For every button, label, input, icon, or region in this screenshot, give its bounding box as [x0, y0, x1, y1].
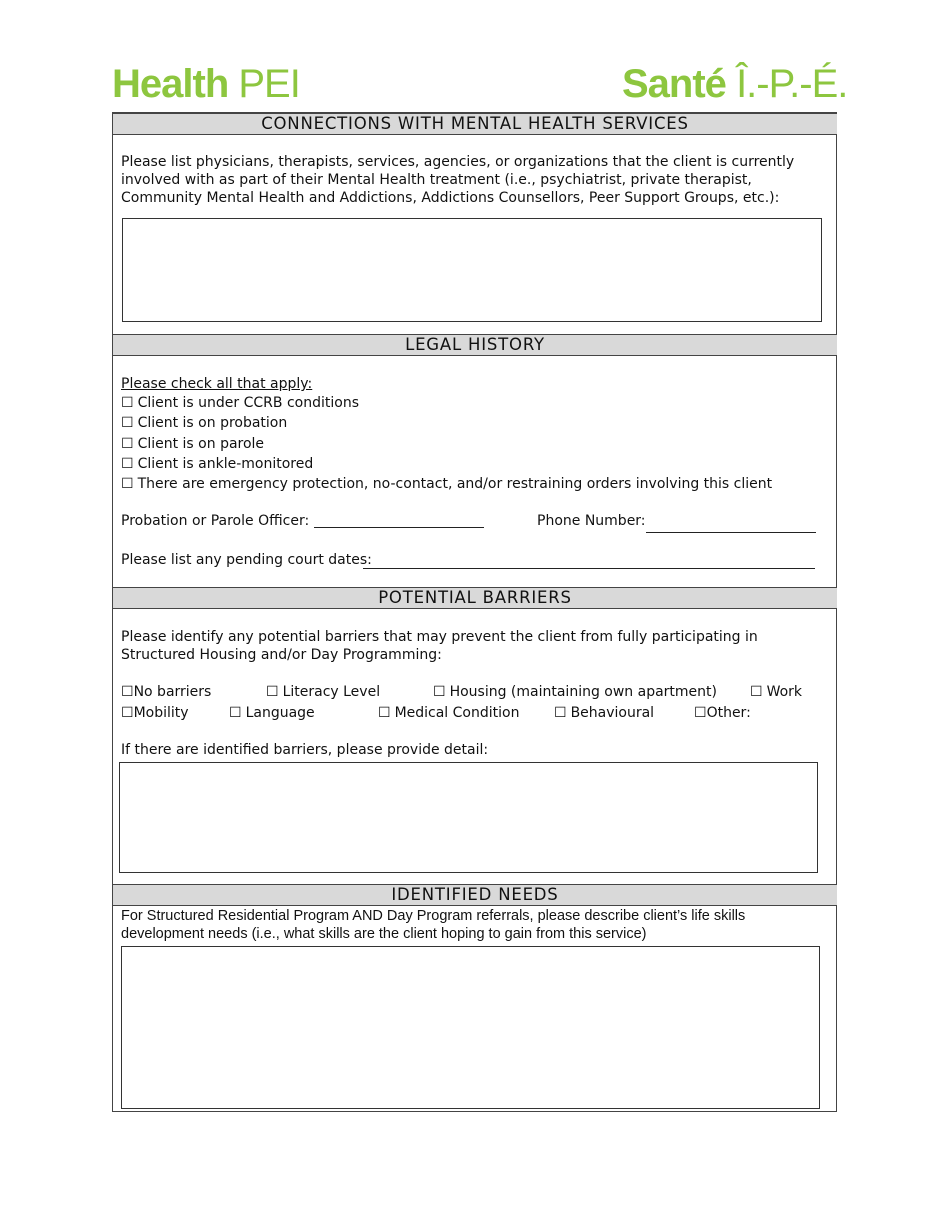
legal-option-protection-orders[interactable] — [121, 475, 772, 493]
court-dates-field[interactable] — [363, 568, 815, 569]
phone-field[interactable] — [646, 532, 816, 533]
barrier-label: Housing (maintaining own apartment) — [449, 684, 717, 700]
barrier-label: Medical Condition — [394, 705, 520, 721]
barrier-work[interactable] — [750, 683, 802, 701]
barrier-other[interactable] — [694, 704, 751, 722]
logo-left-bold: Health — [112, 62, 229, 106]
legal-option-label: Client is ankle-monitored — [137, 456, 314, 472]
barrier-label: Mobility — [133, 705, 189, 721]
checkbox-icon[interactable]: ☐ — [750, 684, 763, 700]
phone-label: Phone Number: — [537, 513, 646, 529]
checkbox-icon[interactable]: ☐ — [121, 476, 134, 492]
barrier-literacy-level[interactable] — [266, 683, 380, 701]
checkbox-icon[interactable]: ☐ — [121, 436, 134, 452]
barrier-housing[interactable] — [433, 683, 717, 701]
barrier-medical-condition[interactable] — [378, 704, 519, 722]
checkbox-icon[interactable]: ☐ — [433, 684, 446, 700]
checkbox-icon[interactable]: ☐ — [378, 705, 391, 721]
section-header-potential-barriers: POTENTIAL BARRIERS — [113, 587, 837, 609]
checkbox-icon[interactable]: ☐ — [121, 684, 134, 700]
barrier-label: Language — [245, 705, 315, 721]
barriers-instructions: Please identify any potential barriers that may prevent the client from fully participating in Structured Housing and/or Day Programming: — [121, 629, 758, 663]
checkbox-icon[interactable]: ☐ — [554, 705, 567, 721]
section-header-identified-needs: IDENTIFIED NEEDS — [113, 884, 837, 906]
logo-right-bold: Santé — [622, 62, 726, 106]
check-all-label: Please check all that apply: — [121, 376, 313, 392]
legal-option-label: Client is on probation — [137, 415, 288, 431]
identified-needs-instructions: For Structured Residential Program AND Day Program referrals, please describe client’s life skills development needs (i.e., what skills are the client hoping to gain from this service) — [121, 908, 746, 942]
identified-needs-response-box[interactable] — [121, 946, 820, 1109]
barrier-label: Other: — [706, 705, 751, 721]
officer-field[interactable] — [314, 527, 484, 528]
logo-left-light: PEI — [238, 62, 300, 106]
section-header-connections: CONNECTIONS WITH MENTAL HEALTH SERVICES — [113, 113, 837, 135]
logo-right-light: Î.-P.-É. — [736, 62, 848, 106]
legal-option-label: Client is under CCRB conditions — [137, 395, 359, 411]
barrier-label: Work — [766, 684, 803, 700]
barrier-language[interactable] — [229, 704, 315, 722]
checkbox-icon[interactable]: ☐ — [266, 684, 279, 700]
legal-option-probation[interactable] — [121, 414, 287, 432]
legal-option-ankle-monitored[interactable] — [121, 455, 313, 473]
checkbox-icon[interactable]: ☐ — [229, 705, 242, 721]
barrier-label: Literacy Level — [282, 684, 381, 700]
barrier-detail-label: If there are identified barriers, please provide detail: — [121, 742, 489, 758]
checkbox-icon[interactable]: ☐ — [121, 456, 134, 472]
legal-option-parole[interactable] — [121, 435, 264, 453]
barrier-detail-box[interactable] — [119, 762, 818, 873]
legal-option-ccrb[interactable] — [121, 394, 359, 412]
officer-label: Probation or Parole Officer: — [121, 513, 310, 529]
barrier-label: No barriers — [133, 684, 212, 700]
checkbox-icon[interactable]: ☐ — [694, 705, 707, 721]
connections-instructions: Please list physicians, therapists, services, agencies, or organizations that the client is currently involved with as part of their Mental Health treatment (i.e., psychiatrist, private therapist, Community Mental Health and Addictions, Addictions Counsellors, Peer Support Groups, etc.): — [121, 154, 795, 206]
sante-ipe-logo — [622, 58, 847, 110]
checkbox-icon[interactable]: ☐ — [121, 415, 134, 431]
barrier-behavioural[interactable] — [554, 704, 654, 722]
barrier-mobility[interactable] — [121, 704, 189, 722]
legal-option-label: There are emergency protection, no-contact, and/or restraining orders involving this client — [137, 476, 773, 492]
barrier-no-barriers[interactable] — [121, 683, 211, 701]
legal-option-label: Client is on parole — [137, 436, 265, 452]
checkbox-icon[interactable]: ☐ — [121, 705, 134, 721]
checkbox-icon[interactable]: ☐ — [121, 395, 134, 411]
section-header-legal-history: LEGAL HISTORY — [113, 334, 837, 356]
barrier-label: Behavioural — [570, 705, 655, 721]
health-pei-logo — [112, 58, 300, 110]
connections-response-box[interactable] — [122, 218, 822, 322]
court-dates-label: Please list any pending court dates: — [121, 552, 372, 568]
